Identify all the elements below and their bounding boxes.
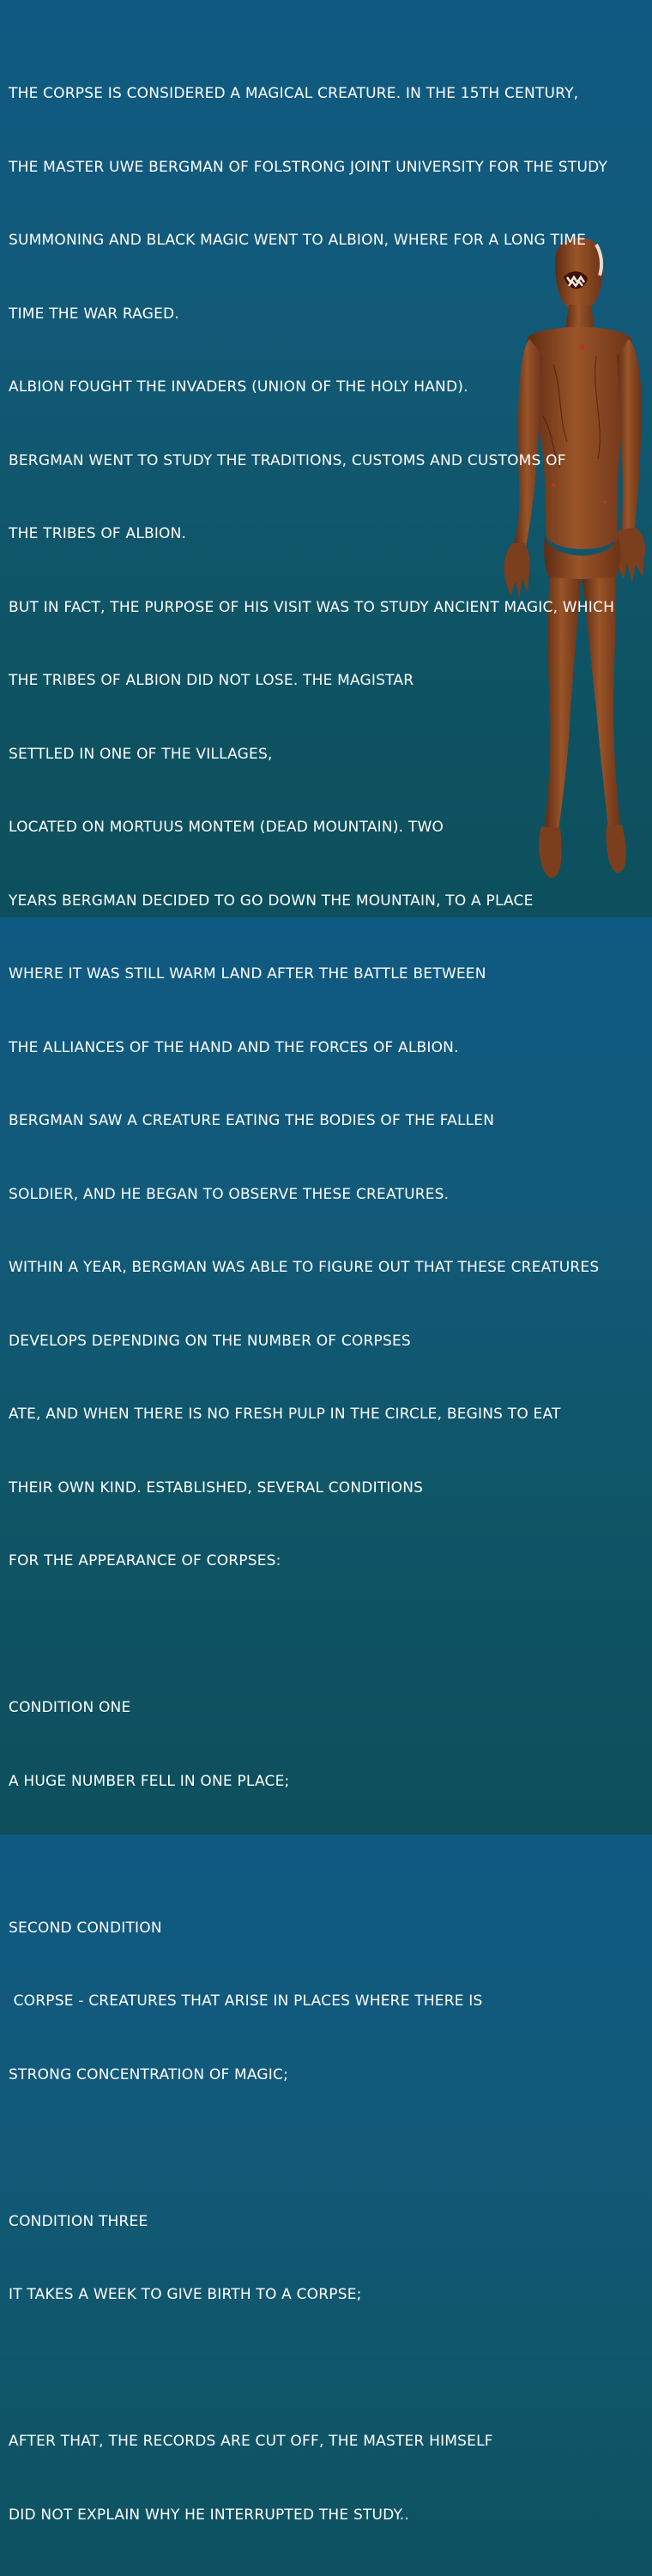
text-line [9,1623,643,1648]
text-line [9,2356,643,2381]
document-text [9,33,643,2576]
text-line: THEIR OWN KIND. ESTABLISHED, SEVERAL CONDITIONS [9,1478,424,1497]
text-line: TIME THE WAR RAGED. [9,305,179,323]
text-line: DID NOT EXPLAIN WHY HE INTERRUPTED THE STUDY.. [9,2506,409,2524]
text-line: ALBION FOUGHT THE INVADERS (UNION OF THE HOLY HAND). [9,378,468,396]
text-line: THE TRIBES OF ALBION DID NOT LOSE. THE MAGISTAR [9,672,414,689]
text-line: THE ALLIANCES OF THE HAND AND THE FORCES OF ALBION. [9,1038,459,1056]
text-line: STRONG CONCENTRATION OF MAGIC; [9,2065,289,2083]
text-line [9,2136,643,2161]
text-line: SETTLED IN ONE OF THE VILLAGES, [9,745,273,763]
text-line: CORPSE - CREATURES THAT ARISE IN PLACES WHERE THERE IS [9,1992,483,2010]
text-line [9,1842,643,1867]
text-line: SUMMONING AND BLACK MAGIC WENT TO ALBION, WHERE FOR A LONG TIME [9,232,587,249]
text-line: AFTER THAT, THE RECORDS ARE CUT OFF, THE MASTER HIMSELF [9,2433,493,2450]
text-line: BERGMAN WENT TO STUDY THE TRADITIONS, CUSTOMS AND CUSTOMS OF [9,451,566,469]
text-line: CONDITION THREE [9,2212,148,2230]
text-line: DEVELOPS DEPENDING ON THE NUMBER OF CORPSES [9,1332,411,1350]
text-line: YEARS BERGMAN DECIDED TO GO DOWN THE MOUNTAIN, TO A PLACE [9,892,534,910]
text-line: LOCATED ON MORTUUS MONTEM (DEAD MOUNTAIN). TWO [9,819,444,836]
text-line: THE TRIBES OF ALBION. [9,525,187,542]
text-line: THE MASTER UWE BERGMAN OF FOLSTRONG JOINT UNIVERSITY FOR THE STUDY [9,158,608,176]
text-line: BUT IN FACT, THE PURPOSE OF HIS VISIT WAS TO STUDY ANCIENT MAGIC, WHICH [9,598,615,616]
text-line: A HUGE NUMBER FELL IN ONE PLACE; [9,1772,290,1790]
text-line: ATE, AND WHEN THERE IS NO FRESH PULP IN THE CIRCLE, BEGINS TO EAT [9,1406,561,1423]
text-line: BERGMAN SAW A CREATURE EATING THE BODIES OF THE FALLEN [9,1112,495,1129]
text-line: SOLDIER, AND HE BEGAN TO OBSERVE THESE CREATURES. [9,1185,450,1203]
text-line: IT TAKES A WEEK TO GIVE BIRTH TO A CORPSE; [9,2286,362,2303]
text-line: SECOND CONDITION [9,1919,162,1937]
text-line: FOR THE APPEARANCE OF CORPSES: [9,1552,281,1569]
text-line: WHERE IT WAS STILL WARM LAND AFTER THE BATTLE BETWEEN [9,965,486,983]
text-line: THE CORPSE IS CONSIDERED A MAGICAL CREATURE. IN THE 15TH CENTURY, [9,85,579,102]
text-line: CONDITION ONE [9,1699,131,1716]
text-line: WITHIN A YEAR, BERGMAN WAS ABLE TO FIGURE OUT THAT THESE CREATURES [9,1259,600,1276]
